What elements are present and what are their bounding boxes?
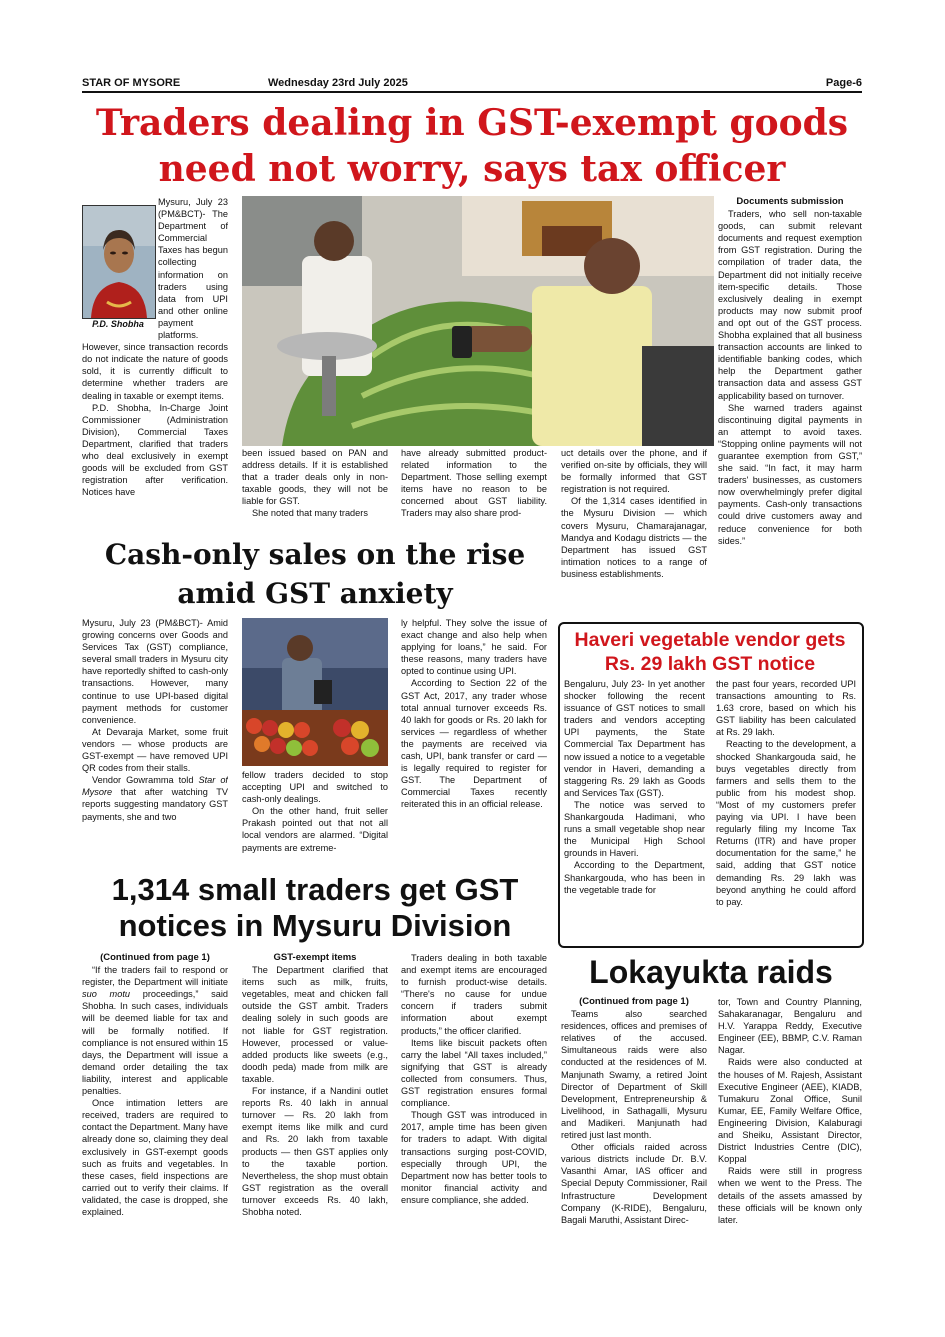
story2-col2-para1: fellow traders decided to stop accepting UPI and switched to cash-only dealings.	[242, 770, 388, 805]
story5-col2-para1: tor, Town and Country Planning, Sahakaranagar, Bengaluru and H.V. Yarappa Reddy, Executive Engineer (EE), BBMP, C.V. Raman Nagar.	[718, 997, 862, 1056]
story4-col3-para3: Though GST was introduced in 2017, ample time has been given for traders to adapt. With digital transactions surging post-COVID, especially through UPI, the Department now has better tools to monitor financial activity and ensure compliance, she added.	[401, 1110, 547, 1205]
story4-headline-line2: notices in Mysuru Division	[118, 908, 512, 943]
story3-col2-para1: the past four years, recorded UPI transactions amounting to Rs. 1.63 crore, based on which his GST liability has been calculated at Rs. 29 lakh.	[716, 679, 856, 738]
masthead-rule	[82, 91, 862, 93]
story4-col1-para2: Once intimation letters are received, traders are required to contact the Department. Many have already done so, claiming they deal exclusively in GST-exempt goods such as fruits and vegetables. In these cases, field inspections are carried out to verify their claims. If validated, the case is dropped, she explained.	[82, 1098, 228, 1217]
story2-col1-para3	[82, 774, 228, 822]
story4-col3-para2: Items like biscuit packets often carry the label “All taxes included,” signifying that GST is already collected from consumers. Thus, GST registration ensures formal compliance.	[401, 1037, 547, 1109]
masthead-paper: STAR OF MYSORE	[82, 77, 181, 89]
story1-column-2	[242, 447, 388, 532]
story3-column-2	[716, 678, 856, 942]
story4-col1-para1	[82, 964, 228, 1097]
story4-continued-label: (Continued from page 1)	[100, 952, 210, 963]
story2-col1-para3-b: that after watching TV reports suggesting mandatory GST payments, she and two	[82, 787, 228, 822]
story5-continued-label: (Continued from page 1)	[579, 996, 689, 1007]
story1-headline-line1: Traders dealing in GST-exempt goods	[95, 102, 849, 144]
story2-column-1	[82, 617, 228, 869]
story1-column-4	[561, 447, 707, 615]
story2-column-3	[401, 617, 547, 869]
story2-col2-para2: On the other hand, fruit seller Prakash pointed out that not all local vendors are alarmed. “Digital payments are extreme-	[242, 806, 388, 853]
story4-col1-para1-a: “If the traders fail to respond or register, the Department will initiate	[82, 965, 228, 988]
story5-col2-para2: Raids were also conducted at the houses of M. Rajesh, Assistant Executive Engineer (AEE), KIADB, Tumakuru Zonal Office, Sunil Kumar, EE, Family Welfare Office, Engineering Division, Kalaburagi and Sheiku, Assistant Director, District Industries Centre (DIC), Koppal	[718, 1057, 862, 1165]
story1-col4-para1: uct details over the phone, and if verified on-site by officials, they will be formally informed that GST registration is not required.	[561, 448, 707, 495]
documents-submission-subhead: Documents submission	[736, 196, 844, 207]
gst-exempt-items-subhead: GST-exempt items	[273, 952, 357, 963]
story2-col1-para2: At Devaraja Market, some fruit vendors — whose products are GST-exempt — have removed UPI QR codes from their stalls.	[82, 726, 228, 774]
story5-col1-para1: Teams also searched residences, offices and premises of relatives of the accused. Simultaneous raids were also conducted at the residences of M. Manjunath Swamy, a retired Joint Director of Department of Skill Development, Entrepreneurship & Livelihood, in Sathagalli, Mysuru and Madikeri. Manjunath had retired just last month.	[561, 1009, 707, 1141]
masthead-date: Wednesday 23rd July 2025	[268, 77, 408, 89]
story3-col1-para3: According to the Department, Shankargouda, who has been in the vegetable trade for	[564, 860, 705, 895]
story1-col1-lead: Mysuru, July 23 (PM&BCT)- The Department of Commercial Taxes has begun collecting information on traders using data from UPI and other online payment platforms. However, since transaction records do not indicate the nature of goods sold, it is currently difficult to determine whether traders are dealing in taxable or exempt items.	[82, 197, 228, 401]
story1-column-1	[82, 196, 228, 526]
portrait-caption: P.D. Shobha	[92, 319, 144, 329]
story1-col1-para2: P.D. Shobha, In-Charge Joint Commissioner (Administration Division), Commercial Taxes Department, clarified that traders who deal exclusively in exempt goods will be excluded from GST registration after verification. Notices have	[82, 402, 228, 498]
story2-col1-para3-em: Star of Mysore	[82, 775, 228, 798]
fruit-vendor-photo	[242, 618, 388, 766]
story2-col3-para2: According to Section 22 of the GST Act, 2017, any trader whose total annual turnover exceeds Rs. 40 lakh for goods or Rs. 20 lakh for services — regardless of whether the payments are received via cash, UPI, bank transfer or card — is legally required to register for GST. The Department of Commercial Taxes recently reiterated this in an official release.	[401, 678, 547, 810]
story1-col4-para2: Of the 1,314 cases identified in the Mysuru Division — which covers Mysuru, Chamarajanagar, Mandya and Kodagu districts — the Department has issued GST intimation notices to a range of business establishments.	[561, 496, 707, 579]
story3-column-1	[564, 678, 705, 942]
market-photo	[242, 196, 714, 446]
story5-headline: Lokayukta raids	[589, 954, 833, 990]
story4-column-2	[242, 952, 388, 1262]
story1-col2-para2: She noted that many traders	[252, 508, 368, 519]
story4-col2-para2: For instance, if a Nandini outlet reports Rs. 40 lakh in annual turnover — Rs. 20 lakh from exempt items like milk and curd and Rs. 20 lakh from taxable products — then GST applies only to the taxable portion. Nevertheless, the shop must obtain GST registration as the overall turnover exceeds Rs. 40 lakh, Shobha noted.	[242, 1086, 388, 1217]
story5-column-2	[718, 996, 862, 1266]
story4-col1-para1-em: suo motu	[82, 989, 130, 1000]
story2-col1-para1: Mysuru, July 23 (PM&BCT)- Amid growing concerns over Goods and Services Tax (GST) compliance, several small traders in Mysuru city have reportedly shifted to cash-only transactions. However, many continue to use UPI-based digital payment methods for customer convenience.	[82, 618, 228, 725]
story4-column-1	[82, 952, 228, 1262]
story2-col3-para1: ly helpful. They solve the issue of exact change and also help when applying for loans,” he said. For these reasons, many traders have opted to continue using UPI.	[401, 618, 547, 677]
story4-col1-para1-b: proceedings,” said Shobha. In such cases, individuals will be deemed liable for tax and will be formally notified. If compliance is not ensured within 15 days, the Department will issue a demand order detailing the tax liability, interest and applicable penalties.	[82, 989, 228, 1097]
story4-col2-para1: The Department clarified that items such as milk, fruits, vegetables, meat and chicken fall outside the GST ambit. Traders dealing solely in such goods are not liable for GST registration. However, processed or value-added products like sweets (e.g., doodh peda) made from milk are taxable.	[242, 965, 388, 1084]
story4-col3-para1: Traders dealing in both taxable and exempt items are encouraged to furnish product-wise details. “There's no cause for undue concern if traders submit information about exempt products,” the officer clarified.	[401, 953, 547, 1036]
story5-column-1	[561, 996, 707, 1266]
story1-col2-para1: been issued based on PAN and address details. If it is established that a trader deals only in non-taxable goods, they will not be liable for GST.	[242, 448, 388, 507]
story5-col2-para3: Raids were still in progress when we went to the Press. The details of the assets amassed by these officials will be known only later.	[718, 1166, 862, 1225]
story4-headline-line1: 1,314 small traders get GST	[111, 872, 519, 907]
story2-column-2	[242, 769, 388, 869]
story1-col5-para2: She warned traders against discontinuing digital payments in an attempt to avoid taxes. “Stopping online payments will not guarantee exemption from GST,” she said. “In fact, it may harm traders' businesses, as customers now overwhelmingly prefer digital payments. Cash-only transactions could drive customers away and reduce convenience for both sides.”	[718, 402, 862, 546]
story2-headline-line1: Cash-only sales on the rise	[104, 538, 526, 571]
story2-headline-line2: amid GST anxiety	[177, 577, 453, 610]
story3-headline-line2: Rs. 29 lakh GST notice	[604, 653, 816, 675]
story1-column-3	[401, 447, 547, 532]
story1-column-5	[718, 196, 862, 616]
masthead-page: Page-6	[825, 77, 862, 89]
story1-col5-para1: Traders, who sell non-taxable goods, can submit relevant documents and request exemption from GST registration. During the compilation of trader data, the Department did not initially receive item-specific details. Those exclusively dealing in exempt products may now submit proof and opt out of the GST process. Shobha explained that all business transaction accounts are linked to identifiable banking codes, which help the Department gather transaction data and assess GST applicability based on turnover.	[718, 209, 862, 401]
story3-headline-line1: Haveri vegetable vendor gets	[574, 629, 846, 651]
story5-col1-para2: Other officials raided across various districts include Dr. B.V. Vasanthi Amar, IAS officer and Special Deputy Commissioner, Rail Infrastructure Development Company (K-RIDE), Bengaluru, Bagali Maruthi, Assistant Direc-	[561, 1142, 707, 1225]
story3-col1-para1: Bengaluru, July 23- In yet another shocker following the recent issuance of GST notices to small traders and vendors accepting UPI payments, the State Commercial Tax Department has now issued a notice to a vegetable vendor in Haveri, demanding a staggering Rs. 29 lakh as Goods and Services Tax (GST).	[564, 679, 705, 798]
story2-col1-para3-a: Vendor Gowramma told	[92, 775, 199, 786]
story1-headline-line2: need not worry, says tax officer	[158, 148, 786, 190]
story3-col1-para2: The notice was served to Shankargouda Hadimani, who runs a small vegetable shop near the Municipal High School grounds in Haveri.	[564, 799, 705, 859]
story4-column-3	[401, 952, 547, 1262]
story1-col3-para1: have already submitted product-related information to the Department. Those selling exempt items have no reason to be concerned about GST liability. Traders may also share prod-	[401, 448, 547, 519]
story3-col2-para2: Reacting to the development, a shocked Shankargouda said, he buys vegetables directly from farmers and sells them to the public from his modest shop. “Most of my customers prefer paying via UPI. I have been regularly filing my Income Tax Returns (ITR) and have proper documentation for the same,” he said, adding that GST notice demanding Rs. 29 lakh was beyond anything he could afford to pay.	[716, 739, 856, 907]
